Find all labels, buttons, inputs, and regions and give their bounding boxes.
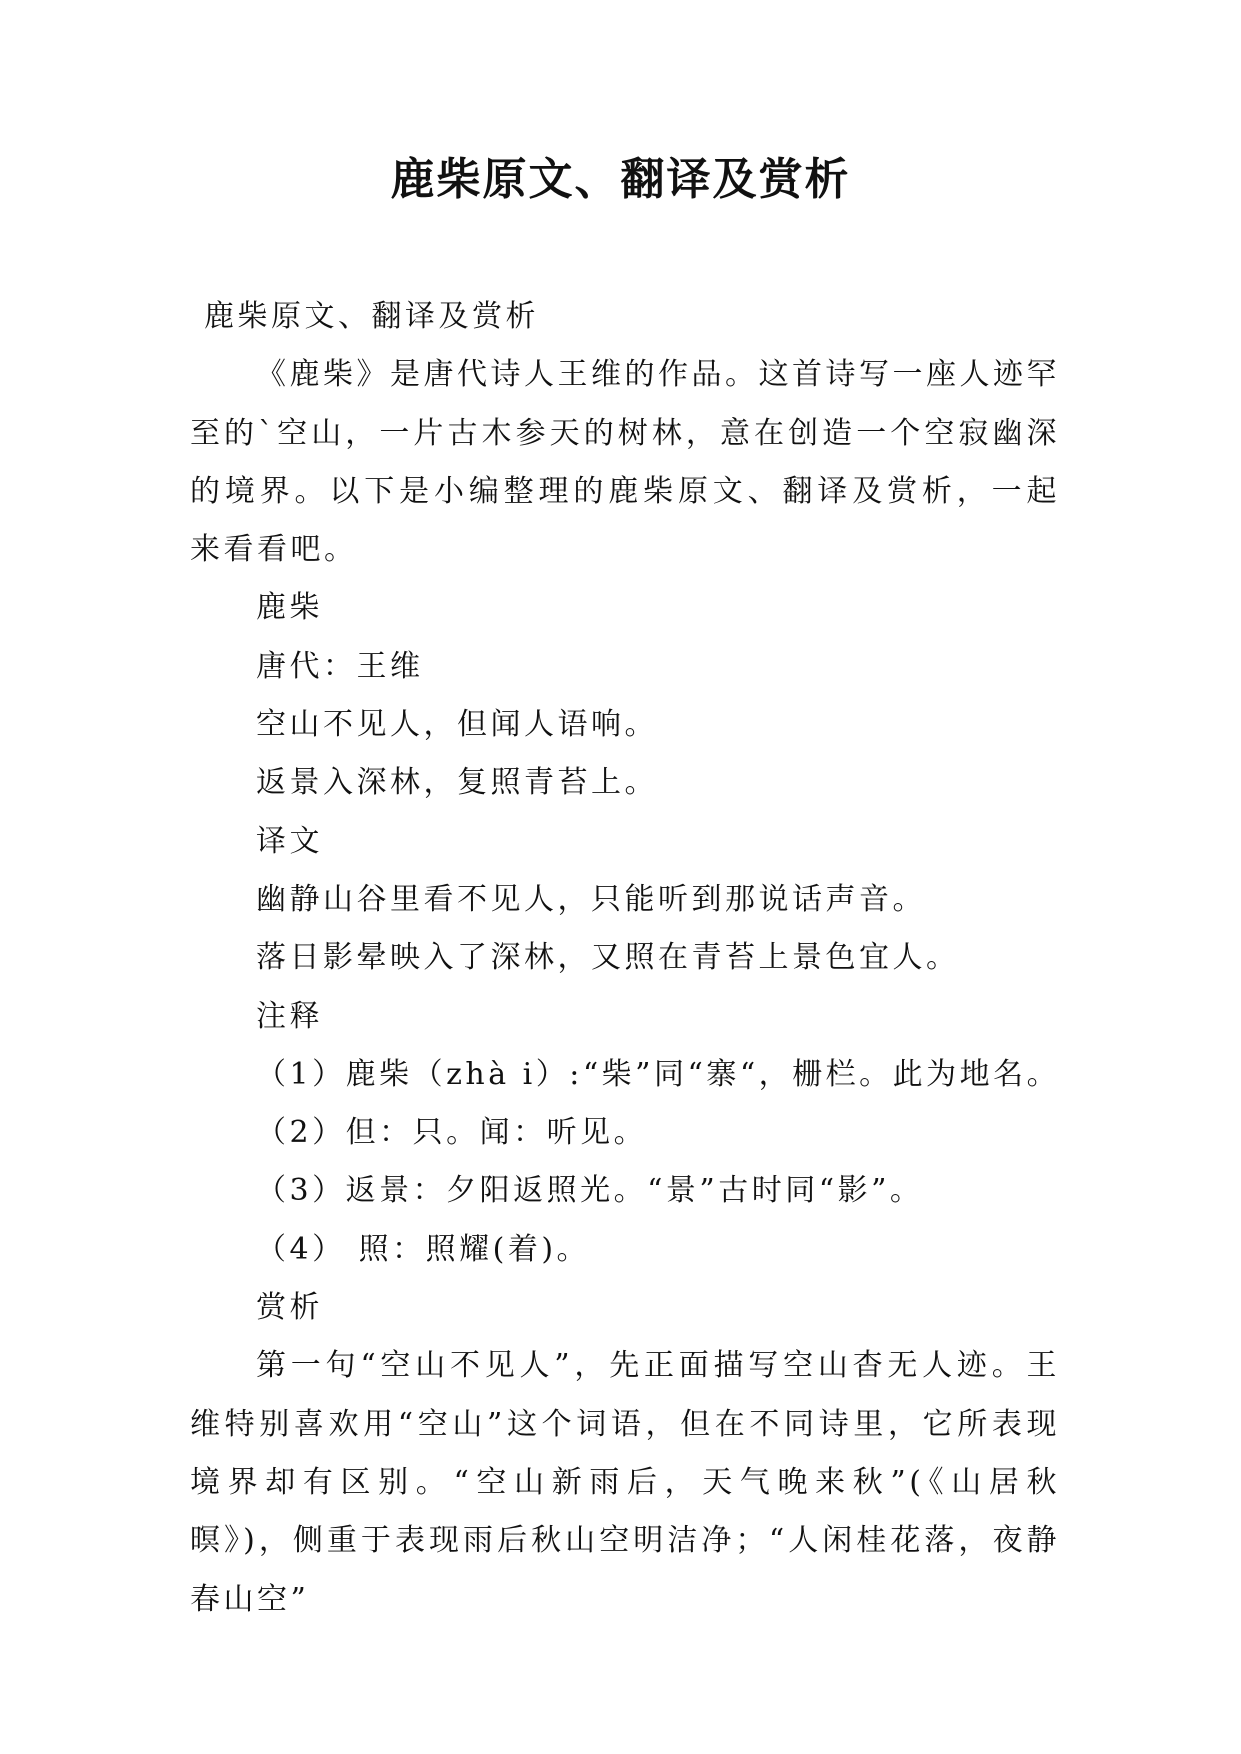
note-item: （2）但：只。闻：听见。 xyxy=(256,1115,648,1151)
note-item: （3）返景：夕阳返照光。“景”古时同“影”。 xyxy=(256,1173,924,1209)
document-subtitle: 鹿柴原文、翻译及赏析 xyxy=(204,299,539,334)
appreciation-heading: 赏析 xyxy=(256,1290,323,1326)
document-title: 鹿柴原文、翻译及赏析 xyxy=(390,154,851,205)
document-body xyxy=(190,288,1060,1629)
note-item: （4） 照：照耀(着)。 xyxy=(256,1231,591,1267)
translation-line: 落日影晕映入了深林，又照在青苔上景色宜人。 xyxy=(256,940,960,976)
poem-line: 空山不见人，但闻人语响。 xyxy=(256,707,658,743)
intro-paragraph: 《鹿柴》是唐代诗人王维的作品。这首诗写一座人迹罕至的`空山，一片古木参天的树林，意在创造一个空寂幽深的境界。以下是小编整理的鹿柴原文、翻译及赏析，一起来看看吧。 xyxy=(190,357,1060,568)
poem-line: 返景入深林，复照青苔上。 xyxy=(256,765,658,801)
translation-heading: 译文 xyxy=(256,823,323,859)
translation-line: 幽静山谷里看不见人，只能听到那说话声音。 xyxy=(256,881,926,917)
appreciation-paragraph: 第一句“空山不见人”，先正面描写空山杳无人迹。王维特别喜欢用“空山”这个词语，但在不同诗里，它所表现境界却有区别。“空山新雨后，天气晚来秋”(《山居秋暝》)，侧重于表现雨后秋山空明洁净；“人闲桂花落，夜静春山空” xyxy=(190,1348,1060,1617)
notes-heading: 注释 xyxy=(256,998,323,1034)
poem-name: 鹿柴 xyxy=(256,590,323,626)
poem-author: 唐代：王维 xyxy=(256,648,424,684)
note-item: （1）鹿柴（zhà i）:“柴”同“寨“，栅栏。此为地名。 xyxy=(256,1056,1061,1092)
